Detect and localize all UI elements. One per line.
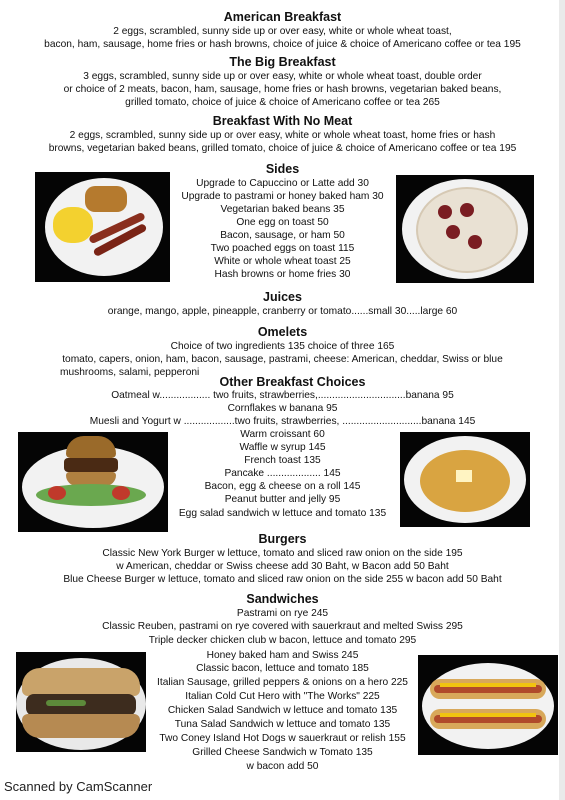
sausage-hero-photo [16, 652, 146, 752]
other-breakfast-item: Peanut butter and jelly 95 [224, 494, 341, 505]
juices-line: orange, mango, apple, pineapple, cranberry or tomato......small 30.....large 60 [107, 306, 458, 317]
sandwiches-item: Classic Reuben, pastrami on rye covered with sauerkraut and melted Swiss 295 [102, 621, 463, 632]
burgers-line: Classic New York Burger w lettuce, tomato and sliced raw onion on the side 195 [102, 548, 463, 559]
sides-item: Upgrade to Capuccino or Latte add 30 [196, 178, 369, 189]
no-meat-line: 2 eggs, scrambled, sunny side up or over easy, white or whole wheat toast, home fries or hash [69, 130, 496, 141]
hot-dogs-photo [418, 655, 558, 755]
other-breakfast-item: Oatmeal w.................. two fruits, strawberries,...............................banana 95 [111, 390, 454, 401]
sides-item: Bacon, sausage, or ham 50 [220, 230, 345, 241]
scan-edge [559, 0, 565, 800]
juices-title: Juices [263, 290, 302, 304]
pepper-shape [46, 700, 86, 706]
big-breakfast-line: or choice of 2 meats, bacon, ham, sausage, home fries or hash browns, vegetarian baked beans, [63, 84, 502, 95]
sandwiches-title: Sandwiches [246, 592, 319, 606]
sides-item: Hash browns or home fries 30 [214, 269, 351, 280]
sandwiches-item: Tuna Salad Sandwich w lettuce and tomato 135 [174, 719, 391, 730]
other-breakfast-item: Warm croissant 60 [240, 429, 325, 440]
american-breakfast-line: bacon, ham, sausage, home fries or hash browns, choice of juice & choice of Americano coffee or tea 195 [44, 39, 521, 50]
omelets-line: tomato, capers, onion, ham, bacon, sausage, pastrami, cheese: American, cheddar, Swiss or blue [62, 354, 503, 365]
omelets-line: mushrooms, salami, pepperoni [60, 367, 200, 378]
strawberry-shape [446, 225, 460, 239]
tomato-shape [48, 486, 66, 500]
pancake-plate-photo [400, 432, 530, 527]
mustard-shape [440, 713, 536, 717]
sandwiches-item: w bacon add 50 [246, 761, 319, 772]
patty-shape [64, 458, 118, 472]
sandwiches-item: Italian Cold Cut Hero with "The Works" 225 [185, 691, 380, 702]
sandwiches-item: Italian Sausage, grilled peppers & onions on a hero 225 [157, 677, 408, 688]
strawberry-shape [460, 203, 474, 217]
omelets-title: Omelets [257, 325, 308, 339]
sandwiches-item: Grilled Cheese Sandwich w Tomato 135 [192, 747, 373, 758]
hash-brown-shape [85, 186, 127, 212]
mustard-shape [440, 683, 536, 687]
burgers-line: Blue Cheese Burger w lettuce, tomato and sliced raw onion on the side 255 w bacon add 50 Baht [63, 574, 502, 585]
big-breakfast-line: grilled tomato, choice of juice & choice of Americano coffee or tea 265 [125, 97, 440, 108]
sides-item: Upgrade to pastrami or honey baked ham 30 [181, 191, 384, 202]
sides-item: White or whole wheat toast 25 [214, 256, 351, 267]
sides-title: Sides [265, 162, 300, 176]
sandwiches-item: Honey baked ham and Swiss 245 [206, 650, 359, 661]
other-breakfast-item: Waffle w syrup 145 [239, 442, 326, 453]
sandwiches-item: Pastrami on rye 245 [236, 608, 329, 619]
scrambled-egg-shape [53, 207, 93, 243]
other-breakfast-item: French toast 135 [244, 455, 321, 466]
oatmeal-bowl-photo [396, 175, 534, 283]
american-breakfast-title: American Breakfast [223, 10, 342, 24]
other-breakfast-title: Other Breakfast Choices [219, 375, 366, 389]
butter-shape [456, 470, 472, 482]
tomato-shape [112, 486, 130, 500]
sides-item: Two poached eggs on toast 115 [210, 243, 355, 254]
sandwiches-item: Two Coney Island Hot Dogs w sauerkraut or relish 155 [159, 733, 406, 744]
sandwiches-item: Chicken Salad Sandwich w lettuce and tomato 135 [167, 705, 398, 716]
sides-item: Vegetarian baked beans 35 [220, 204, 345, 215]
strawberry-shape [438, 205, 452, 219]
hero-bread-shape [22, 714, 140, 738]
sandwiches-item: Triple decker chicken club w bacon, lettuce and tomato 295 [148, 635, 417, 646]
burger-plate-photo [18, 432, 168, 532]
hero-bread-shape [22, 668, 140, 696]
oatmeal-shape [416, 187, 518, 273]
no-meat-title: Breakfast With No Meat [212, 114, 353, 128]
other-breakfast-item: Bacon, egg & cheese on a roll 145 [204, 481, 361, 492]
other-breakfast-item: Egg salad sandwich w lettuce and tomato 135 [178, 508, 387, 519]
other-breakfast-item: Cornflakes w banana 95 [227, 403, 338, 414]
big-breakfast-line: 3 eggs, scrambled, sunny side up or over easy, white or whole wheat toast, double order [83, 71, 482, 82]
strawberry-shape [468, 235, 482, 249]
omelets-line: Choice of two ingredients 135 choice of three 165 [170, 341, 395, 352]
sandwiches-item: Classic bacon, lettuce and tomato 185 [196, 663, 369, 674]
american-breakfast-line: 2 eggs, scrambled, sunny side up or over easy, white or whole wheat toast, [113, 26, 452, 37]
no-meat-line: browns, vegetarian baked beans, grilled tomato, choice of juice & choice of Americano coffee or tea 195 [48, 143, 517, 154]
breakfast-plate-photo [35, 172, 170, 282]
bun-shape [66, 436, 116, 458]
burgers-title: Burgers [258, 532, 307, 546]
other-breakfast-item: Pancake ................... 145 [224, 468, 341, 479]
burgers-line: w American, cheddar or Swiss cheese add 30 Baht, w Bacon add 50 Baht [116, 561, 449, 572]
scanner-watermark: Scanned by CamScanner [4, 779, 153, 794]
big-breakfast-title: The Big Breakfast [229, 55, 336, 69]
other-breakfast-item: Muesli and Yogurt w ..................two fruits, strawberries, ............................banana 145 [89, 416, 476, 427]
sides-item: One egg on toast 50 [236, 217, 329, 228]
